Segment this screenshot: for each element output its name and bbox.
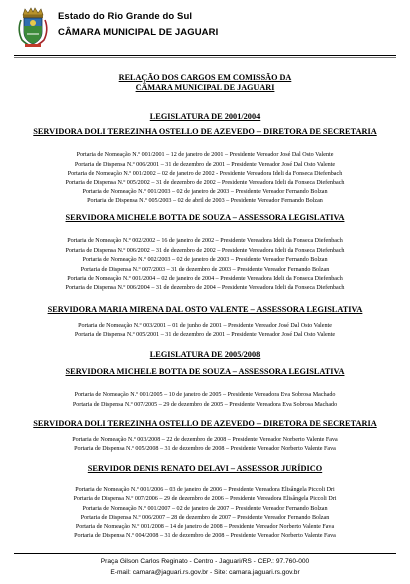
portaria-entry: Portaria de Dispensa N.º 007/2005 – 29 de dezembro de 2005 – Presidente Vereadora Eva Sobrosa Machado [72, 402, 338, 408]
portaria-entry: Portaria de Dispensa N.º 005/2003 – 02 de abril de 2003 – Presidente Vereador Fernando Bolzan [87, 198, 323, 204]
footer-address: Praça Gilson Carlos Reginato - Centro - Jaguari/RS - CEP.: 97.760-000 [100, 558, 310, 565]
portaria-entry: Portaria de Nomeação N.º 002/2003 – 02 de janeiro de 2003 – Presidente Vereador Fernando Bolzan [82, 257, 328, 263]
portaria-entry: Portaria de Nomeação N.º 001/2008 – 14 de janeiro de 2008 – Presidente Vereador Norberto Valente Fava [75, 524, 335, 530]
section-heading: SERVIDORA MICHELE BOTTA DE SOUZA – ASSESSORA LEGISLATIVA [65, 213, 345, 222]
legislature-heading: LEGISLATURA DE 2001/2004 [149, 112, 261, 121]
footer-contact: E-mail: camara@jaguari.rs.gov.br - Site: camara.jaguari.rs.gov.br [110, 569, 300, 576]
portaria-entry: Portaria de Dispensa N.º 005/2008 – 31 de dezembro de 2008 – Presidente Vereador Norberto Valente Fava [74, 446, 336, 452]
portaria-entry: Portaria de Nomeação N.º 001/2002 – 02 de janeiro de 2002 - Presidente Vereadora Ideli da Fonseca Diefenbach [67, 171, 343, 177]
portaria-entry: Portaria de Dispensa N.º 006/2004 – 31 de dezembro de 2004 – Presidente Vereadora Ideli da Fonseca Diefenbach [65, 285, 345, 291]
portaria-entry: Portaria de Nomeação N.º 003/2008 – 22 de dezembro de 2008 – Presidente Vereador Norberto Valente Fava [72, 437, 338, 443]
org-state-name: Estado do Rio Grande do Sul [58, 11, 193, 22]
section-heading: SERVIDORA MICHELE BOTTA DE SOUZA – ASSESSORA LEGISLATIVA [65, 367, 345, 376]
portaria-entry: Portaria de Nomeação N.º 001/2005 – 10 de janeiro de 2005 – Presidente Vereadora Eva Sobrosa Machado [74, 392, 336, 398]
header-divider [14, 55, 396, 56]
municipal-crest-icon [16, 6, 50, 48]
document-title-line2: CÂMARA MUNICIPAL DE JAGUARI [135, 83, 275, 92]
portaria-entry: Portaria de Dispensa N.º 004/2008 – 31 de dezembro de 2008 – Presidente Vereador Norberto Valente Fava [74, 533, 336, 539]
portaria-entry: Portaria de Dispensa N.º 007/2003 – 31 de dezembro de 2003 – Presidente Vereador Fernando Bolzan [80, 267, 330, 273]
portaria-entry: Portaria de Nomeação N.º 001/2006 – 03 de janeiro de 2006 – Presidente Vereadora Elisângela Piccoli Dri [75, 487, 335, 493]
section-heading: SERVIDORA MARIA MIRENA DAL OSTO VALENTE – ASSESSORA LEGISLATIVA [47, 305, 363, 314]
portaria-entry: Portaria de Dispensa N.º 007/2006 – 29 de dezembro de 2006 – Presidente Vereadora Elisângela Piccoli Dri [73, 496, 337, 502]
portaria-entry: Portaria de Nomeação N.º 001/2004 – 02 de janeiro de 2004 – Presidente Vereadora Ideli da Fonseca Diefenbach [67, 276, 343, 282]
portaria-entry: Portaria de Nomeação N.º 003/2001 – 01 de junho de 2001 – Presidente Vereador José Dal Osto Valente [78, 323, 332, 329]
section-heading: SERVIDORA DOLI TEREZINHA OSTELLO DE AZEVEDO – DIRETORA DE SECRETARIA [33, 419, 377, 428]
portaria-entry: Portaria de Nomeação N.º 001/2007 – 02 de janeiro de 2007 – Presidente Vereador Fernando Bolzan [82, 506, 328, 512]
portaria-entry: Portaria de Dispensa N.º 006/2001 – 31 de dezembro de 2001 – Presidente Vereador José Dal Osto Valente [74, 162, 336, 168]
document-title-line1: RELAÇÃO DOS CARGOS EM COMISSÃO DA [118, 73, 292, 82]
portaria-entry: Portaria de Dispensa N.º 005/2002 – 31 de dezembro de 2002 – Presidente Vereadora Ideli da Fonseca Diefenbach [65, 180, 345, 186]
portaria-entry: Portaria de Dispensa N.º 006/2007 – 28 de dezembro de 2007 – Presidente Vereador Fernando Bolzan [80, 515, 330, 521]
portaria-entry: Portaria de Nomeação N.º 001/2001 – 12 de janeiro de 2001 – Presidente Vereador José Dal Osto Valente [76, 152, 334, 158]
portaria-entry: Portaria de Nomeação N.º 001/2003 – 02 de janeiro de 2003 – Presidente Vereador Fernando Bolzan [82, 189, 328, 195]
org-chamber-name: CÂMARA MUNICIPAL DE JAGUARI [58, 27, 219, 38]
header-divider-secondary [14, 57, 396, 58]
footer-divider [14, 553, 396, 554]
section-heading: SERVIDOR DENIS RENATO DELAVI – ASSESSOR JURÍDICO [87, 464, 323, 473]
section-heading: SERVIDORA DOLI TEREZINHA OSTELLO DE AZEVEDO – DIRETORA DE SECRETARIA [33, 127, 377, 136]
legislature-heading: LEGISLATURA DE 2005/2008 [149, 350, 261, 359]
portaria-entry: Portaria de Nomeação N.º 002/2002 – 16 de janeiro de 2002 – Presidente Vereadora Ideli da Fonseca Diefenbach [67, 238, 343, 244]
portaria-entry: Portaria de Dispensa N.º 005/2001 – 31 de dezembro de 2001 – Presidente Vereador José Dal Osto Valente [74, 332, 336, 338]
portaria-entry: Portaria de Dispensa N.º 006/2002 – 31 de dezembro de 2002 – Presidente Vereadora Ideli da Fonseca Diefenbach [65, 248, 345, 254]
